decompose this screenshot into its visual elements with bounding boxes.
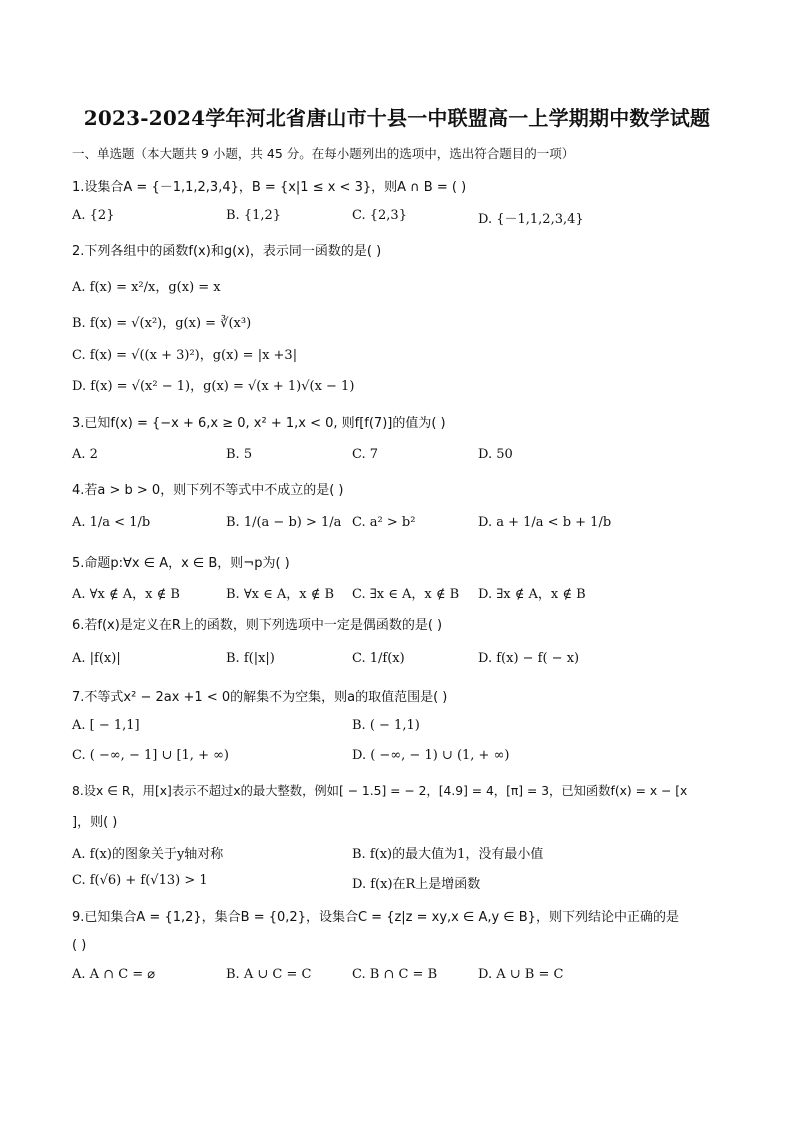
page-title: 2023-2024学年河北省唐山市十县一中联盟高一上学期期中数学试题: [83, 106, 711, 130]
question-6-option-a[interactable]: A. |f(x)|: [72, 651, 121, 666]
question-3-option-a[interactable]: A. 2: [72, 447, 98, 462]
question-6-option-b[interactable]: B. f(|x|): [226, 651, 275, 666]
question-1-option-a[interactable]: A. {2}: [72, 208, 115, 223]
question-2-option-b[interactable]: B. f(x) = √(x²)，g(x) = ∛(x³): [72, 316, 252, 331]
question-4-option-c[interactable]: C. a² > b²: [352, 515, 416, 530]
question-1-option-c[interactable]: C. {2,3}: [352, 208, 407, 223]
question-9-option-b[interactable]: B. A ∪ C = C: [226, 967, 312, 982]
question-1-option-d[interactable]: D. {－1,1,2,3,4}: [478, 212, 584, 227]
question-7-option-a[interactable]: A. [ − 1,1]: [72, 718, 140, 733]
question-3-option-c[interactable]: C. 7: [352, 447, 379, 462]
question-7-stem: 7.不等式x² − 2ax +1 < 0的解集不为空集，则a的取值范围是( ): [72, 690, 448, 705]
question-4-option-a[interactable]: A. 1/a < 1/b: [72, 515, 151, 530]
question-4-option-d[interactable]: D. a + 1/a < b + 1/b: [478, 515, 612, 530]
question-3-option-b[interactable]: B. 5: [226, 447, 253, 462]
question-5-stem: 5.命题p:∀x ∈ A，x ∈ B，则¬p为( ): [72, 556, 290, 571]
question-4-stem: 4.若a > b > 0，则下列不等式中不成立的是( ): [72, 483, 344, 498]
question-8-option-c[interactable]: C. f(√6) + f(√13) > 1: [72, 873, 208, 888]
question-9-option-d[interactable]: D. A ∪ B = C: [478, 967, 564, 982]
question-8-option-d[interactable]: D. f(x)在R上是增函数: [352, 877, 481, 892]
question-7-option-d[interactable]: D. ( −∞, − 1) ∪ (1, + ∞): [352, 748, 510, 763]
question-2-option-d[interactable]: D. f(x) = √(x² − 1)，g(x) = √(x + 1)√(x − 1): [72, 379, 355, 394]
question-7-option-b[interactable]: B. ( − 1,1): [352, 718, 420, 733]
question-9-stem-line-1: 9.已知集合A = {1,2}，集合B = {0,2}，设集合C = {z|z = xy,x ∈ A,y ∈ B}，则下列结论中正确的是: [72, 910, 679, 925]
question-2-stem: 2.下列各组中的函数f(x)和g(x)，表示同一函数的是( ): [72, 244, 382, 259]
question-5-option-b[interactable]: B. ∀x ∈ A，x ∉ B: [226, 587, 335, 602]
question-8-option-a[interactable]: A. f(x)的图象关于y轴对称: [72, 847, 224, 862]
question-5-option-d[interactable]: D. ∃x ∉ A，x ∉ B: [478, 587, 586, 602]
question-8-option-b[interactable]: B. f(x)的最大值为1，没有最小值: [352, 847, 544, 862]
question-4-option-b[interactable]: B. 1/(a − b) > 1/a: [226, 515, 342, 530]
question-6-option-c[interactable]: C. 1/f(x): [352, 651, 405, 666]
question-9-option-c[interactable]: C. B ∩ C = B: [352, 967, 438, 982]
question-2-option-c[interactable]: C. f(x) = √((x + 3)²)，g(x) = |x +3|: [72, 348, 298, 363]
question-9-option-a[interactable]: A. A ∩ C = ⌀: [72, 967, 156, 982]
section-heading: 一、单选题（本大题共 9 小题，共 45 分。在每小题列出的选项中，选出符合题目的一项）: [72, 146, 575, 161]
question-5-option-c[interactable]: C. ∃x ∈ A，x ∉ B: [352, 587, 460, 602]
question-6-option-d[interactable]: D. f(x) − f( − x): [478, 651, 580, 666]
question-6-stem: 6.若f(x)是定义在R上的函数，则下列选项中一定是偶函数的是( ): [72, 618, 443, 633]
question-8-stem-line-2: ]，则( ): [72, 815, 118, 830]
question-9-stem-line-2: ( ): [72, 938, 87, 953]
question-8-stem-line-1: 8.设x ∈ R，用[x]表示不超过x的最大整数，例如[ − 1.5] = − 2，[4.9] = 4，[π] = 3，已知函数f(x) = x − [x: [72, 784, 688, 798]
question-1-stem: 1.设集合A = {－1,1,2,3,4}，B = {x|1 ≤ x < 3}，则A ∩ B = ( ): [72, 180, 467, 195]
question-1-option-b[interactable]: B. {1,2}: [226, 208, 282, 223]
question-7-option-c[interactable]: C. ( −∞, − 1] ∪ [1, + ∞): [72, 748, 229, 763]
question-2-option-a[interactable]: A. f(x) = x²/x，g(x) = x: [72, 280, 221, 295]
question-3-option-d[interactable]: D. 50: [478, 447, 513, 462]
question-5-option-a[interactable]: A. ∀x ∉ A，x ∉ B: [72, 587, 180, 602]
question-3-stem: 3.已知f(x) = {−x + 6,x ≥ 0, x² + 1,x < 0, 则f[f(7)]的值为( ): [72, 416, 446, 431]
